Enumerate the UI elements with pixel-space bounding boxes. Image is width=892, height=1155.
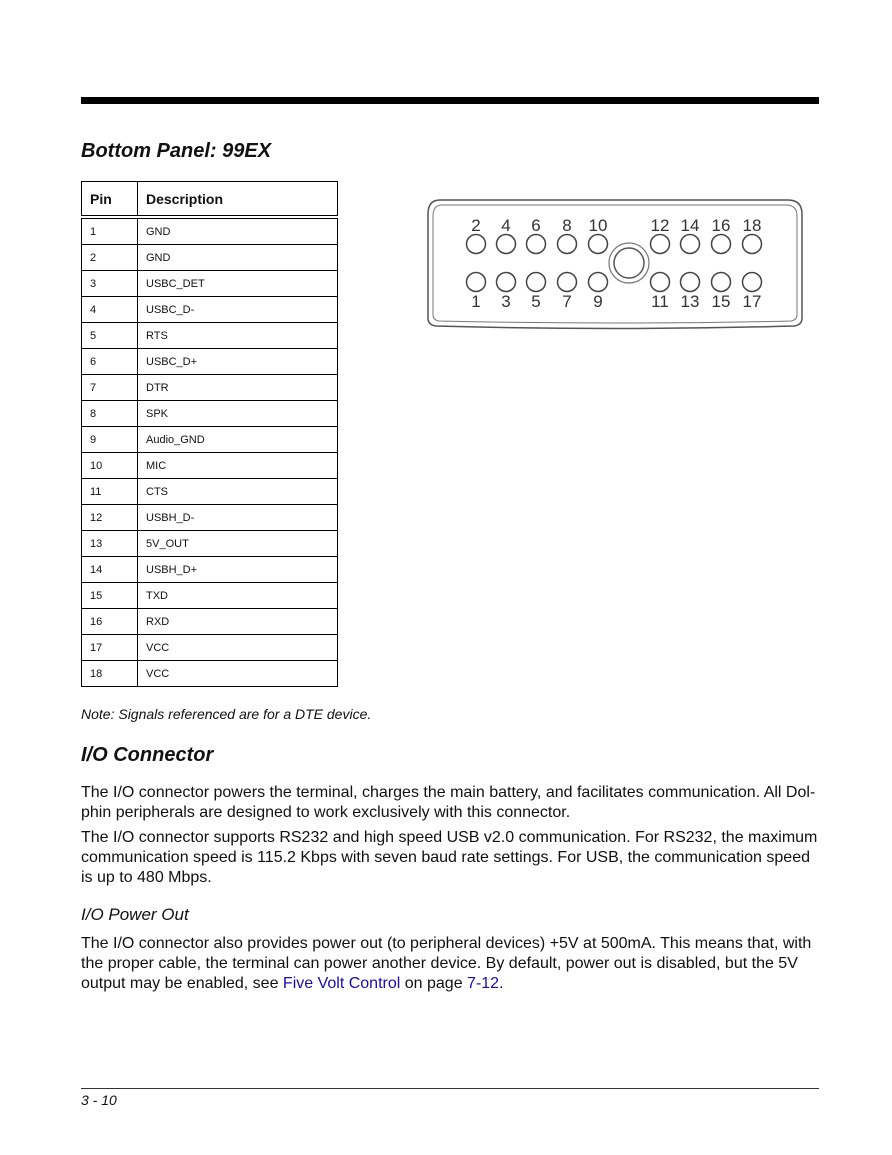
- pin-17-contact: [743, 273, 762, 292]
- pin-number: 9: [82, 427, 138, 453]
- pin-description: Audio_GND: [138, 427, 338, 453]
- pin-number: 4: [82, 297, 138, 323]
- table-row: [82, 271, 338, 297]
- pin-4-contact: [497, 235, 516, 254]
- pin-14-contact: [681, 235, 700, 254]
- io-connector-paragraph-2: The I/O connector supports RS232 and high speed USB v2.0 communication. For RS232, the maximum communication speed is 115.2 Kbps with seven baud rate settings. For USB, the communication speed is up to 480 Mbps.: [81, 829, 818, 886]
- pin-16-contact: [712, 235, 731, 254]
- pin-8-label: 8: [562, 216, 572, 235]
- bottom-pin-row: [467, 273, 762, 312]
- sentence-end: .: [499, 975, 504, 992]
- table-row: [82, 297, 338, 323]
- pin-table: [81, 181, 338, 687]
- top-rule: [81, 97, 819, 104]
- pin-description: VCC: [138, 635, 338, 661]
- pin-13-label: 13: [680, 292, 700, 311]
- top-pin-row: [467, 216, 762, 254]
- table-row: [82, 479, 338, 505]
- table-row: [82, 349, 338, 375]
- table-row: [82, 217, 338, 245]
- section-title-io-connector: I/O Connector: [81, 744, 214, 766]
- power-out-paragraph: [81, 934, 821, 994]
- page-ref-text: on page: [400, 975, 468, 992]
- pin-number: 11: [82, 479, 138, 505]
- pin-6-label: 6: [531, 216, 541, 235]
- table-row: [82, 661, 338, 687]
- pin-15-contact: [712, 273, 731, 292]
- io-connector-diagram: [426, 197, 804, 331]
- io-connector-paragraph-1: The I/O connector powers the terminal, charges the main battery, and facilitates communication. All Dol-phin peripherals are designed to work exclusively with this connector.: [81, 784, 816, 821]
- pin-description: TXD: [138, 583, 338, 609]
- pin-13-contact: [681, 273, 700, 292]
- pin-15-label: 15: [711, 292, 731, 311]
- pin-7-label: 7: [562, 292, 572, 311]
- power-out-text: The I/O connector also provides power out (to peripheral devices) +5V at 500mA. This means that, with the proper cable, the terminal can power another device. By default, power out is disabled, but the 5V output may be enabled, see: [81, 935, 812, 992]
- pin-2-contact: [467, 235, 486, 254]
- bottom-rule: [81, 1088, 819, 1089]
- pin-description: USBH_D+: [138, 557, 338, 583]
- pin-18-contact: [743, 235, 762, 254]
- pin-description: DTR: [138, 375, 338, 401]
- pin-description: USBC_D+: [138, 349, 338, 375]
- pin-5-label: 5: [531, 292, 541, 311]
- pin-number: 7: [82, 375, 138, 401]
- pin-10-contact: [589, 235, 608, 254]
- pin-number: 14: [82, 557, 138, 583]
- pin-description: MIC: [138, 453, 338, 479]
- table-row: [82, 557, 338, 583]
- pin-number: 12: [82, 505, 138, 531]
- pin-2-label: 2: [471, 216, 481, 235]
- pin-description: RXD: [138, 609, 338, 635]
- pin-18-label: 18: [742, 216, 762, 235]
- pin-17-label: 17: [742, 292, 762, 311]
- pin-description: USBC_DET: [138, 271, 338, 297]
- pin-description: USBC_D-: [138, 297, 338, 323]
- section-title-bottom-panel: Bottom Panel: 99EX: [81, 140, 272, 162]
- pin-10-label: 10: [588, 216, 608, 235]
- pin-1-label: 1: [471, 292, 481, 311]
- pin-11-label: 11: [651, 292, 669, 311]
- pin-3-contact: [497, 273, 516, 292]
- pin-8-contact: [558, 235, 577, 254]
- five-volt-control-link[interactable]: Five Volt Control: [282, 975, 401, 992]
- pin-6-contact: [527, 235, 546, 254]
- pin-9-contact: [589, 273, 608, 292]
- pin-description: 5V_OUT: [138, 531, 338, 557]
- table-row: [82, 583, 338, 609]
- pin-5-contact: [527, 273, 546, 292]
- center-mount: [614, 248, 644, 278]
- pin-number: 1: [82, 217, 138, 245]
- pin-14-label: 14: [680, 216, 700, 235]
- pin-description: SPK: [138, 401, 338, 427]
- table-row: [82, 505, 338, 531]
- table-row: [82, 531, 338, 557]
- pin-number: 3: [82, 271, 138, 297]
- pin-number: 2: [82, 245, 138, 271]
- page-7-12-link[interactable]: 7-12: [467, 975, 500, 992]
- pin-number: 17: [82, 635, 138, 661]
- table-row: [82, 323, 338, 349]
- table-row: [82, 453, 338, 479]
- table-row: [82, 635, 338, 661]
- pin-description: USBH_D-: [138, 505, 338, 531]
- table-row: [82, 427, 338, 453]
- pin-description: RTS: [138, 323, 338, 349]
- pin-description: CTS: [138, 479, 338, 505]
- pin-16-label: 16: [711, 216, 731, 235]
- subsection-title-power-out: I/O Power Out: [81, 905, 189, 924]
- pin-number: 8: [82, 401, 138, 427]
- pin-description: VCC: [138, 661, 338, 687]
- pin-number: 10: [82, 453, 138, 479]
- table-row: [82, 401, 338, 427]
- table-row: [82, 245, 338, 271]
- pin-description: GND: [138, 245, 338, 271]
- pin-9-label: 9: [593, 292, 603, 311]
- pin-number: 15: [82, 583, 138, 609]
- pin-7-contact: [558, 273, 577, 292]
- page-number: 3 - 10: [81, 1092, 117, 1108]
- pin-number: 13: [82, 531, 138, 557]
- pin-12-contact: [651, 235, 670, 254]
- header-description: Description: [138, 182, 338, 218]
- pin-number: 6: [82, 349, 138, 375]
- table-row: [82, 375, 338, 401]
- table-body: [82, 217, 338, 687]
- pin-3-label: 3: [501, 292, 511, 311]
- pin-number: 18: [82, 661, 138, 687]
- table-row: [82, 609, 338, 635]
- pin-description: GND: [138, 217, 338, 245]
- pin-1-contact: [467, 273, 486, 292]
- pin-11-contact: [651, 273, 670, 292]
- table-header-row: [82, 182, 338, 218]
- pin-12-label: 12: [650, 216, 670, 235]
- pin-4-label: 4: [501, 216, 511, 235]
- pin-number: 5: [82, 323, 138, 349]
- center-mount-ring: [609, 243, 649, 283]
- pin-number: 16: [82, 609, 138, 635]
- signal-note: Note: Signals referenced are for a DTE device.: [81, 706, 372, 722]
- header-pin: Pin: [82, 182, 138, 218]
